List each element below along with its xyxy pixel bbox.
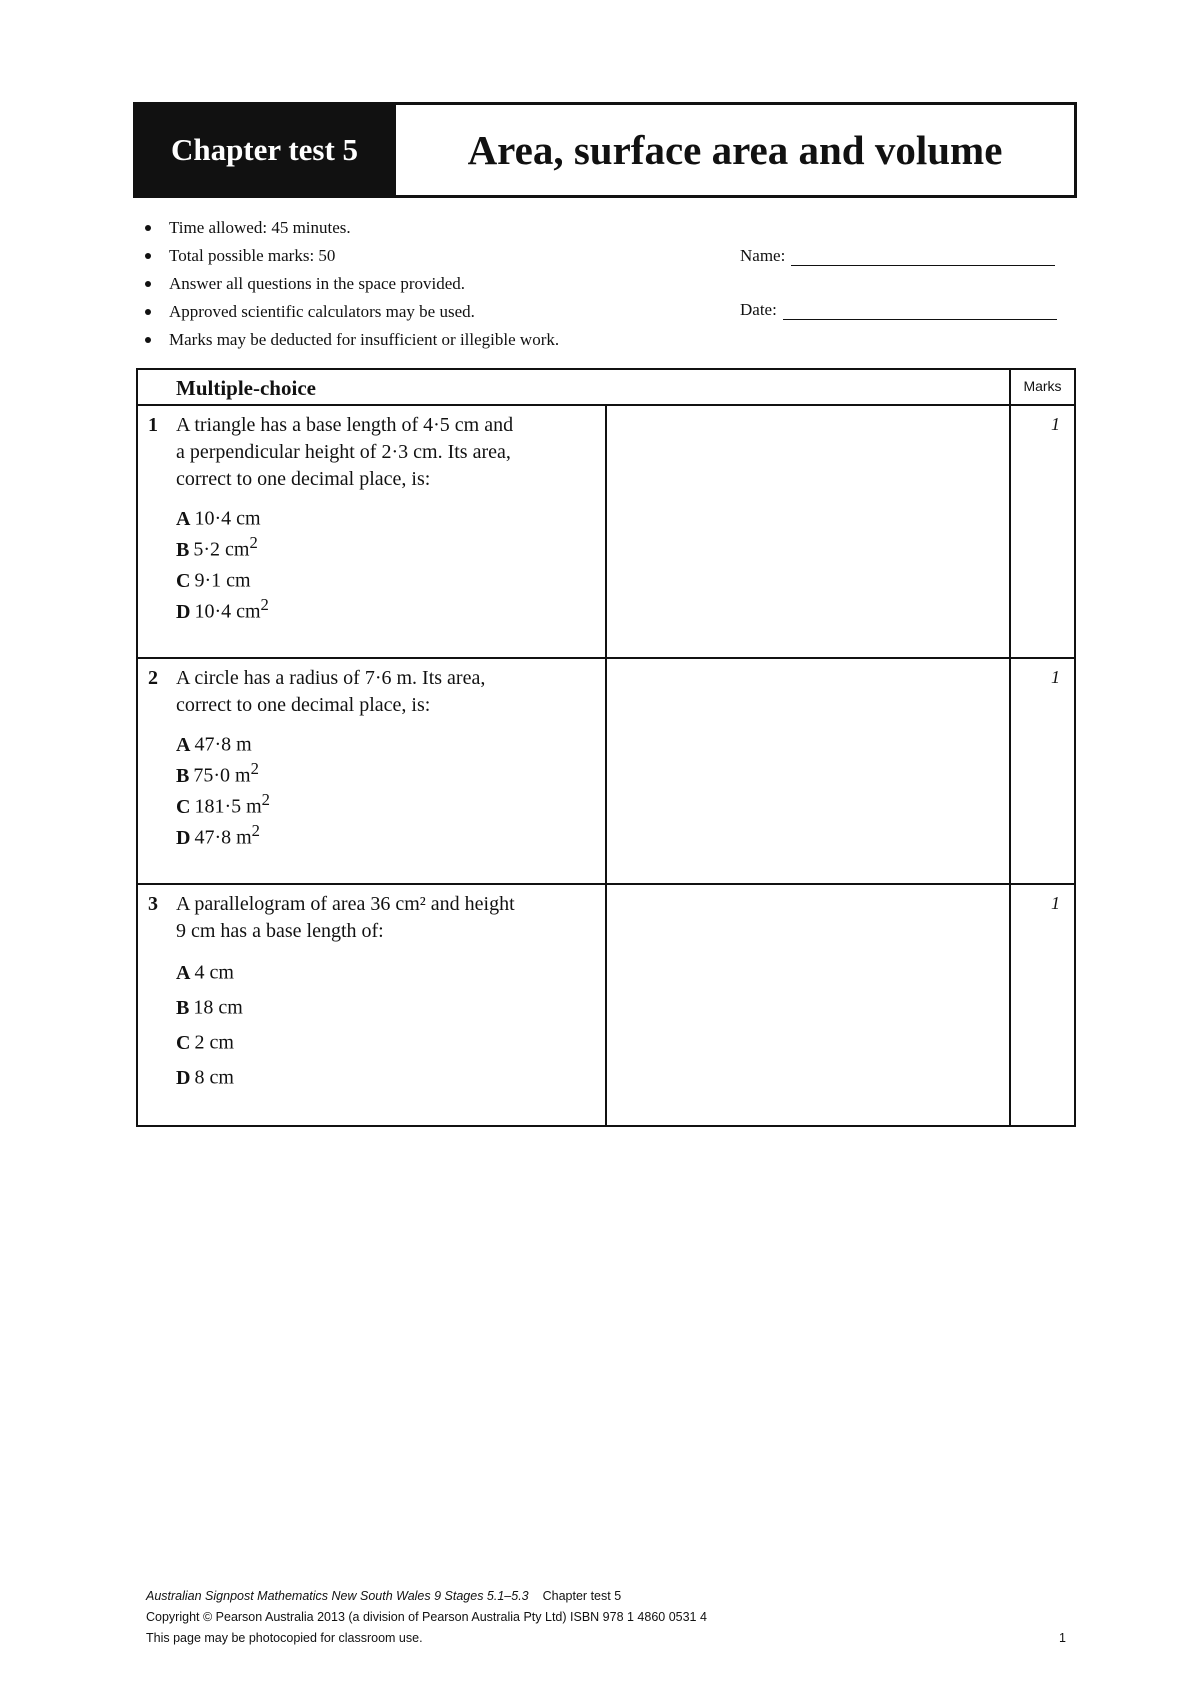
footer-photocopy-note: This page may be photocopied for classroom use. bbox=[146, 1631, 423, 1645]
working-space[interactable] bbox=[606, 405, 1010, 658]
page-footer bbox=[146, 1586, 1066, 1649]
name-field[interactable] bbox=[740, 246, 1055, 266]
question-text bbox=[176, 891, 597, 945]
option-sup: 2 bbox=[251, 821, 260, 840]
option-letter: A bbox=[176, 961, 191, 984]
option-b[interactable] bbox=[176, 527, 597, 561]
option-letter: C bbox=[176, 1031, 191, 1054]
option-a[interactable] bbox=[176, 496, 597, 530]
option-value: 4 cm bbox=[194, 961, 234, 984]
instruction-list bbox=[143, 214, 743, 354]
option-sup: 2 bbox=[260, 595, 269, 614]
instruction-item: Total possible marks: 50 bbox=[143, 242, 743, 270]
name-label: Name: bbox=[740, 246, 786, 265]
option-sup: 2 bbox=[250, 759, 259, 778]
footer-chapter-ref: Chapter test 5 bbox=[542, 1589, 622, 1603]
option-letter: C bbox=[176, 569, 191, 592]
working-space[interactable] bbox=[606, 658, 1010, 884]
question-table bbox=[136, 368, 1076, 1127]
question-cell bbox=[137, 658, 606, 884]
name-line[interactable] bbox=[791, 247, 1055, 266]
option-letter: A bbox=[176, 733, 191, 756]
option-letter: B bbox=[176, 538, 190, 561]
question-number: 1 bbox=[148, 414, 158, 436]
option-value: 10·4 cm bbox=[194, 507, 261, 530]
option-letter: A bbox=[176, 507, 191, 530]
option-value: 9·1 cm bbox=[194, 569, 251, 592]
option-a[interactable] bbox=[176, 722, 597, 756]
option-value: 47·8 m bbox=[194, 733, 252, 756]
option-value: 181·5 m bbox=[194, 795, 262, 818]
option-value: 75·0 m bbox=[193, 764, 251, 787]
question-cell bbox=[137, 884, 606, 1126]
question-row bbox=[137, 405, 1075, 658]
option-d[interactable] bbox=[176, 1053, 597, 1088]
option-c[interactable] bbox=[176, 784, 597, 818]
option-a[interactable] bbox=[176, 948, 597, 983]
option-letter: D bbox=[176, 1066, 191, 1089]
option-c[interactable] bbox=[176, 1018, 597, 1053]
instruction-item: Time allowed: 45 minutes. bbox=[143, 214, 743, 242]
date-label: Date: bbox=[740, 300, 777, 319]
question-text-line: A triangle has a base length of 4·5 cm and bbox=[176, 414, 514, 436]
question-text-line: correct to one decimal place, is: bbox=[176, 694, 431, 716]
option-value: 5·2 cm bbox=[193, 538, 250, 561]
option-value: 8 cm bbox=[194, 1066, 234, 1089]
instructions bbox=[143, 214, 743, 354]
chapter-label: Chapter test 5 bbox=[136, 105, 393, 195]
option-letter: B bbox=[176, 764, 190, 787]
question-text-line: a perpendicular height of 2·3 cm. Its area, bbox=[176, 441, 511, 463]
question-row bbox=[137, 658, 1075, 884]
option-value: 47·8 m bbox=[194, 826, 252, 849]
question-row bbox=[137, 884, 1075, 1126]
question-number: 3 bbox=[148, 893, 158, 915]
instruction-item: Answer all questions in the space provided. bbox=[143, 270, 743, 298]
option-b[interactable] bbox=[176, 753, 597, 787]
question-text-line: correct to one decimal place, is: bbox=[176, 468, 431, 490]
option-letter: D bbox=[176, 826, 191, 849]
option-b[interactable] bbox=[176, 983, 597, 1018]
option-sup: 2 bbox=[249, 533, 258, 552]
option-d[interactable] bbox=[176, 589, 597, 623]
marks-header: Marks bbox=[1010, 369, 1075, 405]
option-letter: B bbox=[176, 996, 190, 1019]
footer-copyright: Copyright © Pearson Australia 2013 (a division of Pearson Australia Pty Ltd) ISBN 978 1 4860 0531 4 bbox=[146, 1610, 707, 1624]
instruction-item: Approved scientific calculators may be used. bbox=[143, 298, 743, 326]
chapter-banner bbox=[133, 102, 1077, 198]
option-c[interactable] bbox=[176, 558, 597, 592]
footer-book-title: Australian Signpost Mathematics New South Wales 9 Stages 5.1–5.3 bbox=[146, 1589, 529, 1603]
option-d[interactable] bbox=[176, 815, 597, 849]
question-marks: 1 bbox=[1010, 884, 1075, 1126]
option-value: 10·4 cm bbox=[194, 600, 261, 623]
option-sup: 2 bbox=[261, 790, 270, 809]
question-marks: 1 bbox=[1010, 405, 1075, 658]
option-letter: D bbox=[176, 600, 191, 623]
question-text bbox=[176, 412, 597, 493]
option-letter: C bbox=[176, 795, 191, 818]
section-title: Multiple-choice bbox=[137, 369, 1010, 405]
section-header-row bbox=[137, 369, 1075, 405]
date-line[interactable] bbox=[783, 301, 1057, 320]
option-value: 18 cm bbox=[193, 996, 243, 1019]
working-space[interactable] bbox=[606, 884, 1010, 1126]
page-title: Area, surface area and volume bbox=[393, 105, 1074, 195]
question-text-line: A parallelogram of area 36 cm² and height bbox=[176, 893, 515, 915]
question-marks: 1 bbox=[1010, 658, 1075, 884]
date-field[interactable] bbox=[740, 300, 1057, 320]
question-text-line: 9 cm has a base length of: bbox=[176, 920, 384, 942]
question-text-line: A circle has a radius of 7·6 m. Its area, bbox=[176, 667, 486, 689]
page-number: 1 bbox=[1059, 1631, 1066, 1645]
instruction-item: Marks may be deducted for insufficient or illegible work. bbox=[143, 326, 743, 354]
question-text bbox=[176, 665, 597, 719]
option-value: 2 cm bbox=[194, 1031, 234, 1054]
footer-title-line bbox=[146, 1586, 1066, 1607]
question-cell bbox=[137, 405, 606, 658]
question-number: 2 bbox=[148, 667, 158, 689]
